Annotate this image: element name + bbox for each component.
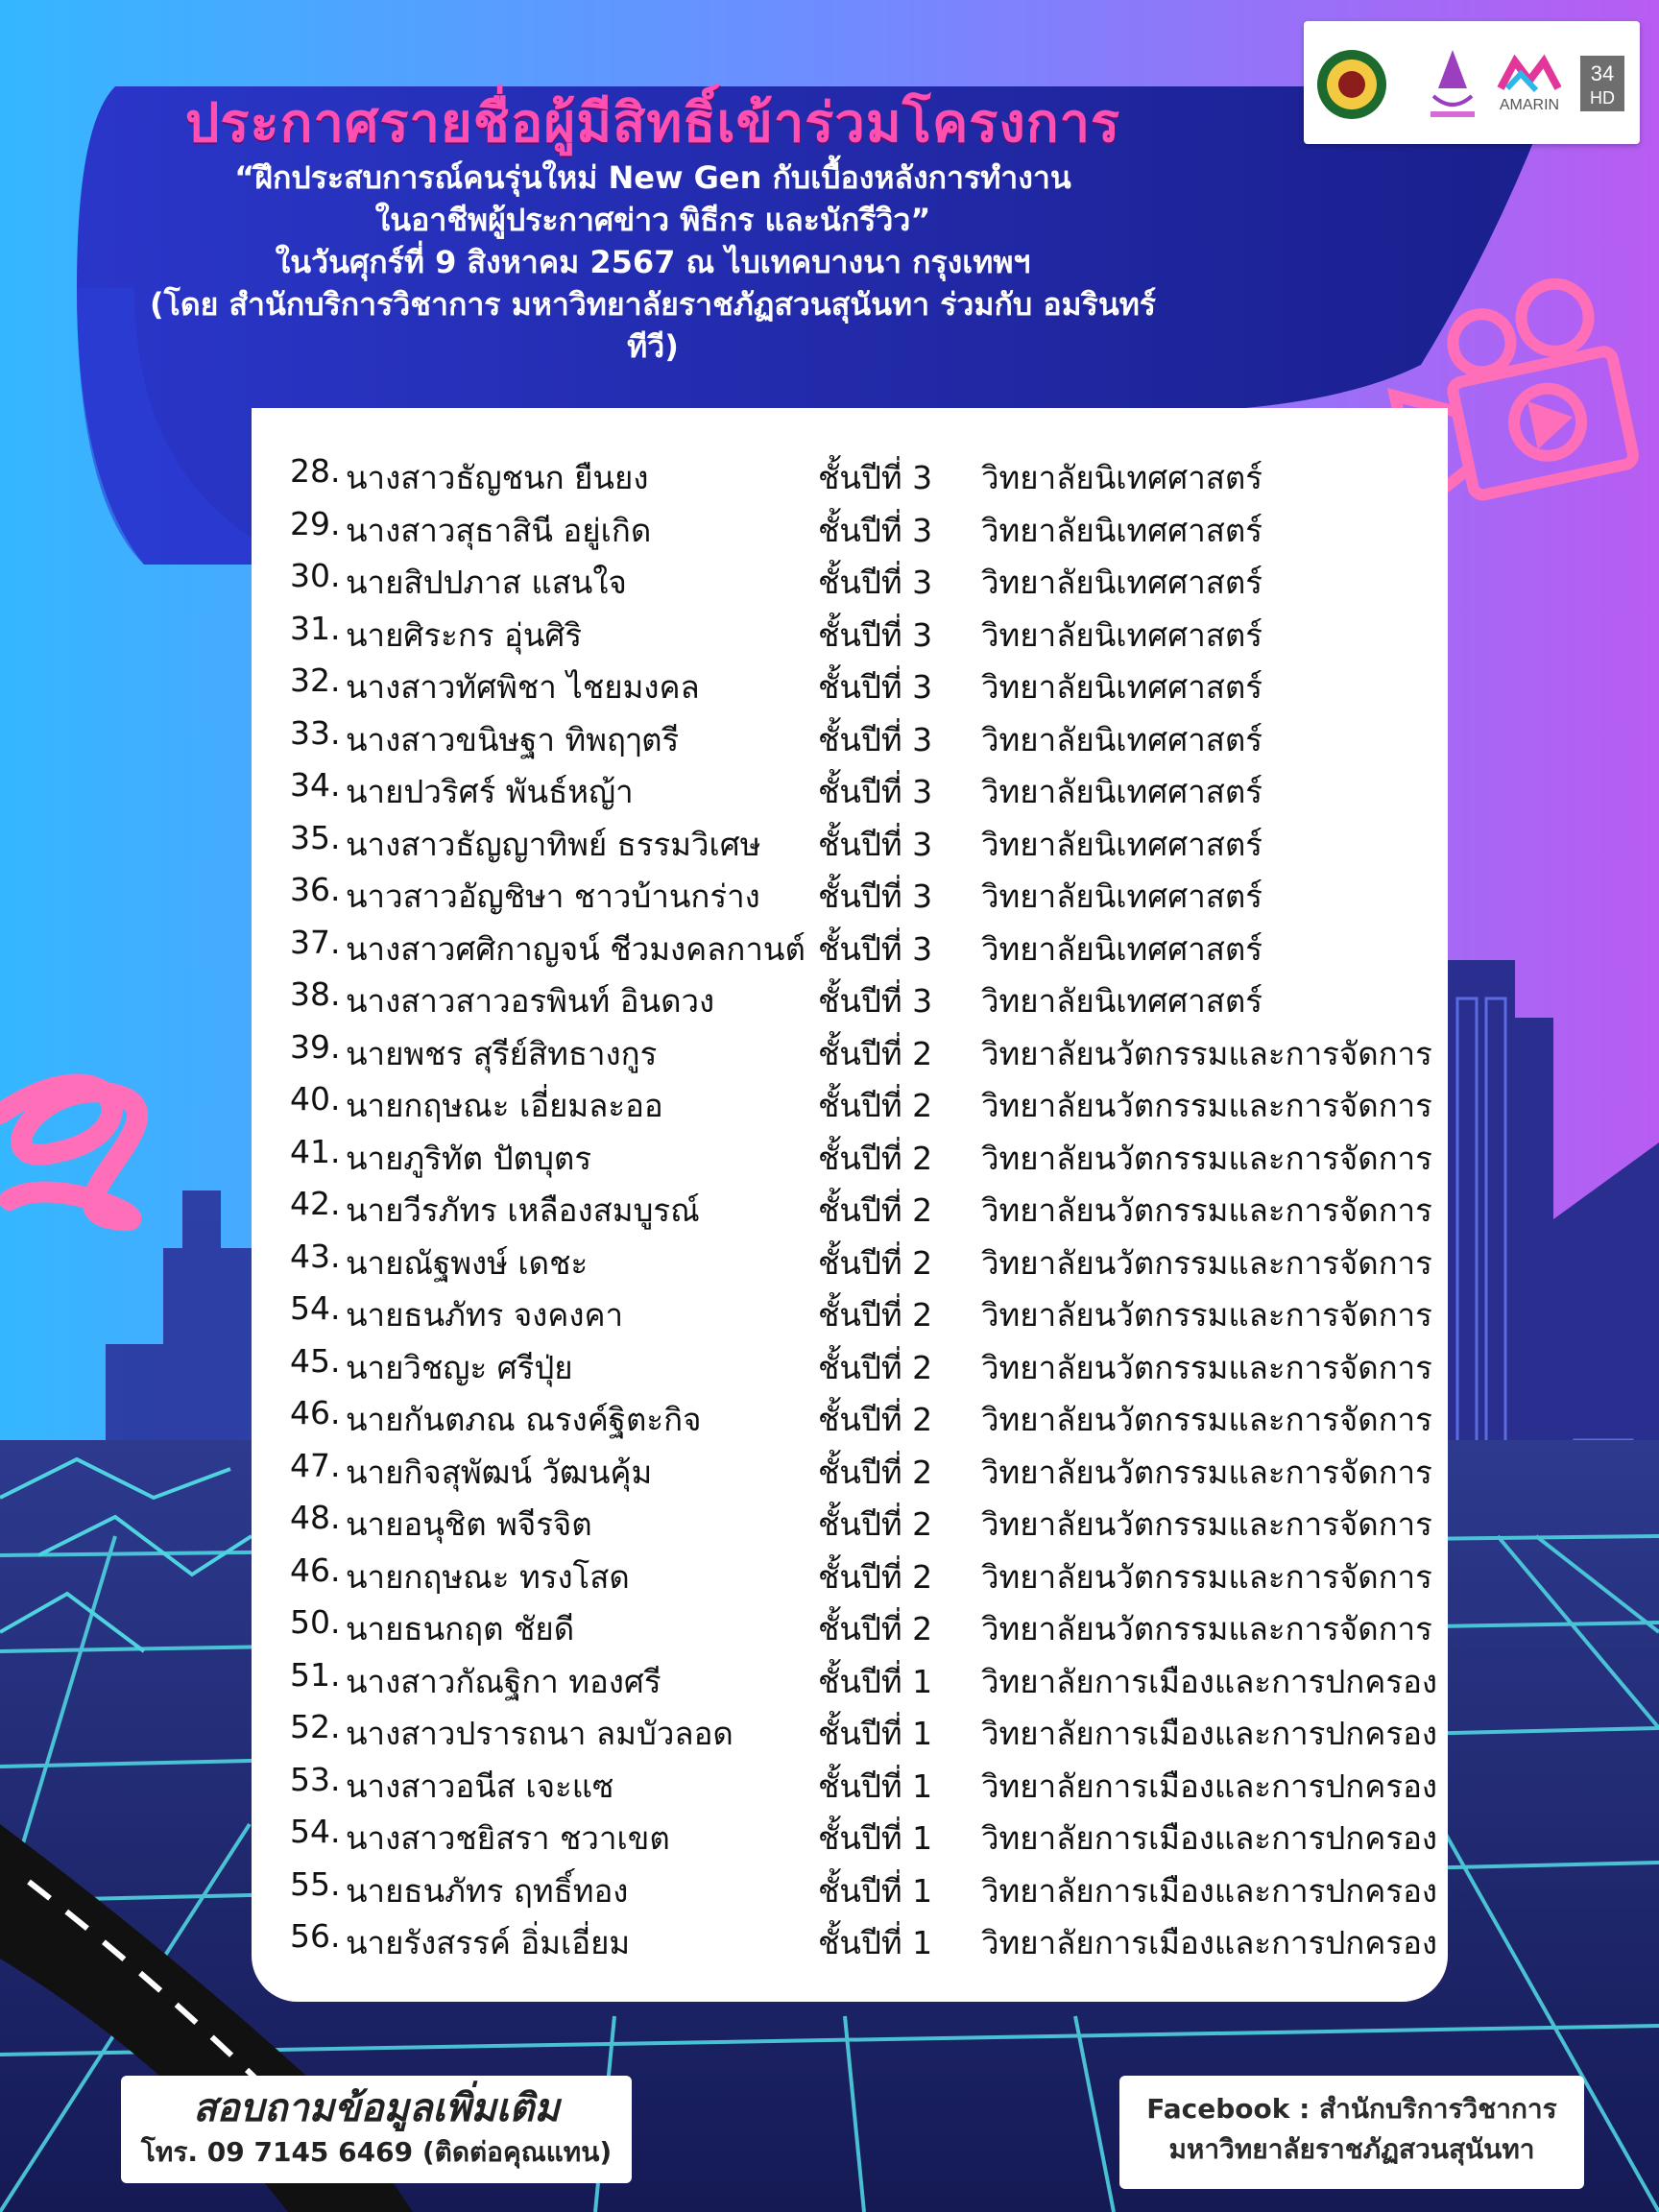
list-item	[252, 1022, 1448, 1074]
participant-name: นายกฤษณะ เอี่ยมละออ	[346, 1087, 663, 1124]
participant-number: 41.	[290, 1132, 341, 1170]
participant-faculty: วิทยาลัยนิเทศศาสตร์	[981, 459, 1263, 496]
participant-year: ชั้นปีที่ 3	[818, 773, 933, 810]
participant-year: ชั้นปีที่ 3	[818, 615, 933, 654]
university-seal-icon	[1317, 50, 1386, 119]
list-item	[252, 1074, 1448, 1126]
participant-faculty: วิทยาลัยนิเทศศาสตร์	[981, 668, 1263, 706]
amarin-logo-icon	[1500, 61, 1559, 113]
participant-number: 42.	[290, 1185, 341, 1222]
list-item	[252, 1755, 1448, 1807]
participant-name: นายรังสรรค์ อิ่มเอี่ยม	[346, 1924, 631, 1961]
participant-name: นางสาวสุธาสินี อยู่เกิด	[346, 511, 652, 549]
participant-number: 50.	[290, 1603, 341, 1641]
participant-year: ชั้นปีที่ 1	[818, 1819, 933, 1857]
participant-year: ชั้นปีที่ 2	[818, 1348, 933, 1386]
list-item	[252, 1493, 1448, 1545]
participant-faculty: วิทยาลัยการเมืองและการปกครอง	[981, 1662, 1438, 1700]
list-item	[252, 1546, 1448, 1598]
announcement-title: ประกาศรายชื่อผู้มีสิทธิ์เข้าร่วมโครงการ	[184, 92, 1121, 155]
participant-number: 34.	[290, 766, 341, 804]
participant-faculty: วิทยาลัยนวัตกรรมและการจัดการ	[981, 1505, 1432, 1543]
participant-number: 55.	[290, 1864, 341, 1903]
list-item	[252, 1911, 1448, 1963]
participant-faculty: วิทยาลัยนวัตกรรมและการจัดการ	[981, 1557, 1432, 1596]
list-item	[252, 551, 1448, 603]
participant-number: 38.	[290, 975, 341, 1013]
suan-sunandha-emblem-icon	[1431, 50, 1475, 117]
participant-name: นายสิปปภาส แสนใจ	[346, 564, 627, 601]
participant-year: ชั้นปีที่ 3	[818, 564, 933, 601]
participant-faculty: วิทยาลัยนวัตกรรมและการจัดการ	[981, 1191, 1432, 1229]
participant-name: นางสาวสาวอรพินท์ อินดวง	[346, 982, 715, 1020]
participant-name: นายวิชญะ ศรีปุ่ย	[346, 1348, 573, 1386]
facebook-box	[1119, 2076, 1584, 2189]
participant-faculty: วิทยาลัยนิเทศศาสตร์	[981, 825, 1263, 863]
participant-year: ชั้นปีที่ 2	[818, 1453, 933, 1491]
list-item	[252, 760, 1448, 812]
participant-name: นางสาวปรารถนา ลมบัวลอด	[346, 1715, 733, 1752]
participant-faculty: วิทยาลัยนิเทศศาสตร์	[981, 982, 1263, 1020]
participant-year: ชั้นปีที่ 3	[818, 929, 933, 968]
participant-faculty: วิทยาลัยนวัตกรรมและการจัดการ	[981, 1453, 1432, 1491]
participant-number: 31.	[290, 609, 341, 647]
participant-faculty: วิทยาลัยนิเทศศาสตร์	[981, 878, 1263, 915]
participant-year: ชั้นปีที่ 3	[818, 511, 933, 549]
participant-year: ชั้นปีที่ 2	[818, 1296, 933, 1334]
participant-name: นายกันตภณ ณรงค์ฐิตะกิจ	[346, 1401, 702, 1438]
participant-faculty: วิทยาลัยนวัตกรรมและการจัดการ	[981, 1348, 1432, 1386]
participant-faculty: วิทยาลัยการเมืองและการปกครอง	[981, 1924, 1438, 1961]
pink-squiggle	[0, 1084, 137, 1220]
participant-name: นางสาวขนิษฐา ทิพฤๅตรี	[346, 720, 680, 758]
list-item	[252, 1284, 1448, 1335]
list-item	[252, 1232, 1448, 1284]
list-item	[252, 970, 1448, 1022]
participant-year: ชั้นปีที่ 2	[818, 1087, 933, 1124]
participant-name: นายอนุชิต พจีรจิต	[346, 1505, 592, 1543]
participant-year: ชั้นปีที่ 2	[818, 1557, 933, 1596]
participant-number: 28.	[290, 452, 341, 490]
participant-name: นายวีรภัทร เหลืองสมบูรณ์	[346, 1191, 700, 1229]
list-item	[252, 1807, 1448, 1859]
participant-year: ชั้นปีที่ 2	[818, 1191, 933, 1229]
participant-number: 47.	[290, 1446, 341, 1484]
participant-year: ชั้นปีที่ 1	[818, 1924, 933, 1961]
contact-phone: โทร. 09 7145 6469 (ติดต่อคุณแทน)	[140, 2136, 613, 2168]
participant-faculty: วิทยาลัยนิเทศศาสตร์	[981, 564, 1263, 601]
participant-faculty: วิทยาลัยการเมืองและการปกครอง	[981, 1871, 1438, 1910]
list-item	[252, 1388, 1448, 1440]
participant-faculty: วิทยาลัยนวัตกรรมและการจัดการ	[981, 1243, 1432, 1282]
participant-year: ชั้นปีที่ 3	[818, 825, 933, 863]
list-item	[252, 1598, 1448, 1649]
list-item	[252, 709, 1448, 760]
list-item	[252, 1179, 1448, 1231]
participant-name: นายศิระกร อุ่นศิริ	[346, 615, 583, 654]
participant-number: 35.	[290, 818, 341, 856]
participant-number: 43.	[290, 1237, 341, 1275]
participant-number: 54.	[290, 1813, 341, 1850]
list-item	[252, 918, 1448, 970]
participant-number: 48.	[290, 1499, 341, 1536]
participant-name: นางสาวธัญญาทิพย์ ธรรมวิเศษ	[346, 825, 761, 863]
participant-year: ชั้นปีที่ 1	[818, 1715, 933, 1752]
list-item	[252, 1860, 1448, 1911]
participant-name: นายณัฐพงษ์ เดชะ	[346, 1243, 589, 1282]
participant-faculty: วิทยาลัยการเมืองและการปกครอง	[981, 1819, 1438, 1857]
project-name-line2: ในอาชีพผู้ประกาศข่าว พิธีกร และนักรีวิว”	[374, 202, 931, 238]
participant-year: ชั้นปีที่ 2	[818, 1505, 933, 1543]
list-item	[252, 1702, 1448, 1754]
participant-name: นางสาวกัณฐิกา ทองศรี	[346, 1662, 661, 1700]
participant-faculty: วิทยาลัยนิเทศศาสตร์	[981, 773, 1263, 810]
participant-year: ชั้นปีที่ 2	[818, 1139, 933, 1177]
participant-year: ชั้นปีที่ 3	[818, 982, 933, 1020]
list-item	[252, 499, 1448, 551]
organizers: (โดย สำนักบริการวิชาการ มหาวิทยาลัยราชภัฏสวนสุนันทา ร่วมกับ อมรินทร์ทีวี)	[150, 286, 1156, 365]
participant-faculty: วิทยาลัยนวัตกรรมและการจัดการ	[981, 1034, 1432, 1072]
participant-faculty: วิทยาลัยการเมืองและการปกครอง	[981, 1767, 1438, 1805]
participant-number: 46.	[290, 1551, 341, 1589]
participant-year: ชั้นปีที่ 2	[818, 1610, 933, 1647]
contact-title: สอบถามข้อมูลเพิ่มเติม	[193, 2086, 560, 2130]
participant-number: 32.	[290, 661, 341, 699]
participant-name: นางสาวอนีส เจะแซ	[346, 1767, 614, 1805]
participant-name: นางสาวทัศพิชา ไชยมงคล	[346, 668, 700, 706]
participant-number: 37.	[290, 923, 341, 961]
participant-faculty: วิทยาลัยนวัตกรรมและการจัดการ	[981, 1610, 1432, 1647]
participant-name: นาวสาวอัญชิษา ชาวบ้านกร่าง	[346, 878, 760, 915]
participant-year: ชั้นปีที่ 1	[818, 1871, 933, 1910]
participant-faculty: วิทยาลัยนิเทศศาสตร์	[981, 615, 1263, 654]
participant-faculty: วิทยาลัยการเมืองและการปกครอง	[981, 1715, 1438, 1752]
participant-name: นายกฤษณะ ทรงโสด	[346, 1557, 630, 1596]
participant-name: นางสาวชยิสรา ชวาเขต	[346, 1819, 670, 1857]
participant-number: 29.	[290, 504, 341, 542]
participant-name: นางสาวธัญชนก ยืนยง	[346, 459, 649, 496]
list-item	[252, 1441, 1448, 1493]
participant-number: 40.	[290, 1080, 341, 1118]
list-item	[252, 865, 1448, 917]
partner-logos	[1304, 21, 1640, 144]
participant-name: นางสาวศศิกาญจน์ ชีวมงคลกานต์	[346, 929, 805, 968]
participant-faculty: วิทยาลัยนิเทศศาสตร์	[981, 929, 1263, 968]
participant-faculty: วิทยาลัยนวัตกรรมและการจัดการ	[981, 1401, 1432, 1438]
participant-year: ชั้นปีที่ 1	[818, 1662, 933, 1700]
participant-faculty: วิทยาลัยนวัตกรรมและการจัดการ	[981, 1296, 1432, 1334]
participant-number: 30.	[290, 557, 341, 594]
channel-34hd-icon	[1580, 56, 1624, 111]
participant-year: ชั้นปีที่ 3	[818, 668, 933, 706]
svg-text:34: 34	[1590, 61, 1615, 85]
facebook-page-line1: Facebook : สำนักบริการวิชาการ	[1146, 2093, 1557, 2125]
participant-name: นายกิจสุพัฒน์ วัฒนคุ้ม	[346, 1453, 653, 1491]
participant-faculty: วิทยาลัยนวัตกรรมและการจัดการ	[981, 1087, 1432, 1124]
participant-name: นายธนกฤต ชัยดี	[346, 1610, 575, 1647]
participant-name: นายธนภัทร จงคงคา	[346, 1296, 624, 1334]
participant-number: 53.	[290, 1760, 341, 1798]
participant-number: 54.	[290, 1289, 341, 1327]
list-item	[252, 446, 1448, 498]
list-item	[252, 1336, 1448, 1388]
list-item	[252, 604, 1448, 656]
participant-name: นายภูริทัต ปัตบุตร	[346, 1139, 592, 1177]
participant-year: ชั้นปีที่ 2	[818, 1243, 933, 1282]
list-item	[252, 813, 1448, 865]
participant-faculty: วิทยาลัยนวัตกรรมและการจัดการ	[981, 1139, 1432, 1177]
participant-year: ชั้นปีที่ 2	[818, 1401, 933, 1438]
svg-text:HD: HD	[1590, 88, 1615, 108]
participant-number: 46.	[290, 1394, 341, 1431]
participant-number: 36.	[290, 871, 341, 908]
participant-year: ชั้นปีที่ 3	[818, 878, 933, 915]
participant-name: นายพชร สุรีย์สิทธางกูร	[346, 1034, 658, 1072]
participant-year: ชั้นปีที่ 3	[818, 720, 933, 758]
participant-number: 39.	[290, 1027, 341, 1066]
participant-name: นายธนภัทร ฤทธิ์ทอง	[346, 1871, 629, 1910]
participant-year: ชั้นปีที่ 3	[818, 459, 933, 496]
participant-list	[252, 408, 1448, 2002]
list-item	[252, 1650, 1448, 1702]
contact-box	[121, 2076, 632, 2183]
participant-number: 56.	[290, 1917, 341, 1955]
participant-year: ชั้นปีที่ 1	[818, 1767, 933, 1805]
event-date-location: ในวันศุกร์ที่ 9 สิงหาคม 2567 ณ ไบเทคบางนา กรุงเทพฯ	[275, 244, 1031, 280]
participant-name: นายปวริศร์ พันธ์หญ้า	[346, 773, 634, 810]
participant-year: ชั้นปีที่ 2	[818, 1034, 933, 1072]
list-item	[252, 1127, 1448, 1179]
participant-faculty: วิทยาลัยนิเทศศาสตร์	[981, 720, 1263, 758]
participant-faculty: วิทยาลัยนิเทศศาสตร์	[981, 511, 1263, 549]
amarin-text: AMARIN	[1499, 97, 1560, 113]
project-name-line1: “ฝึกประสบการณ์คนรุ่นใหม่ New Gen กับเบื้องหลังการทำงาน	[234, 159, 1071, 196]
participant-number: 45.	[290, 1341, 341, 1380]
announcement-header	[144, 91, 1162, 368]
participant-number: 33.	[290, 713, 341, 752]
list-item	[252, 656, 1448, 708]
participant-number: 51.	[290, 1655, 341, 1694]
participant-number: 52.	[290, 1708, 341, 1745]
facebook-page-line2: มหาวิทยาลัยราชภัฏสวนสุนันทา	[1168, 2133, 1535, 2165]
